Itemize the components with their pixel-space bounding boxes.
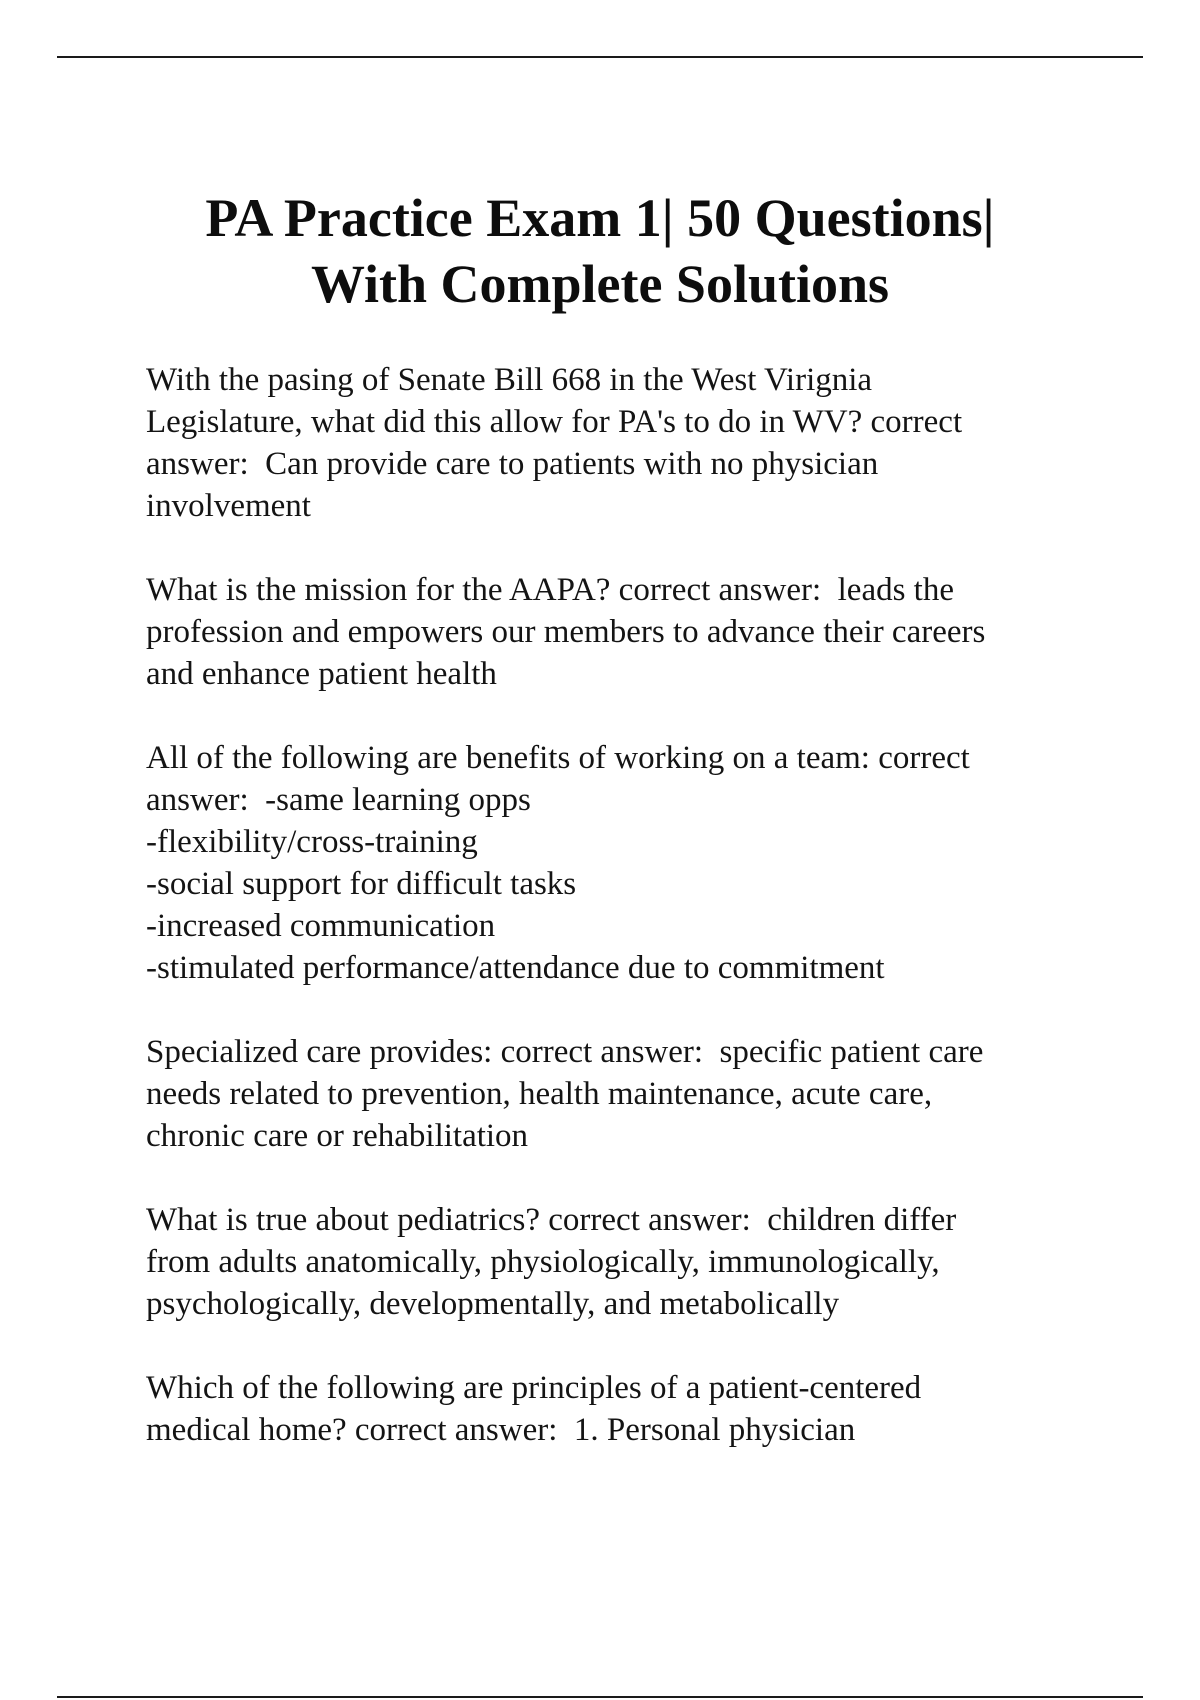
- qa-line: What is the mission for the AAPA? correct answer: leads the: [146, 572, 955, 608]
- qa-line: Specialized care provides: correct answer: specific patient care: [146, 1034, 984, 1070]
- qa-line: and enhance patient health: [146, 656, 497, 692]
- title-line-2: With Complete Solutions: [310, 254, 890, 314]
- qa-entry: [146, 737, 1086, 989]
- qa-line: needs related to prevention, health maintenance, acute care,: [146, 1076, 933, 1112]
- qa-line: -flexibility/cross-training: [146, 824, 478, 860]
- qa-line: answer: Can provide care to patients with no physician: [146, 446, 879, 482]
- document-body: [146, 359, 1086, 1493]
- qa-line: With the pasing of Senate Bill 668 in the West Virignia: [146, 362, 873, 398]
- title-line-1: PA Practice Exam 1| 50 Questions|: [205, 188, 995, 248]
- qa-line: -stimulated performance/attendance due to commitment: [146, 950, 885, 986]
- qa-line: -increased communication: [146, 908, 496, 944]
- qa-entry: [146, 1367, 1086, 1451]
- qa-line: profession and empowers our members to advance their careers: [146, 614, 986, 650]
- qa-line: What is true about pediatrics? correct answer: children differ: [146, 1202, 957, 1238]
- qa-line: Which of the following are principles of a patient-centered: [146, 1370, 922, 1406]
- qa-entry: [146, 1199, 1086, 1325]
- qa-line: -social support for difficult tasks: [146, 866, 577, 902]
- qa-entry: [146, 1031, 1086, 1157]
- qa-line: Legislature, what did this allow for PA's to do in WV? correct: [146, 404, 963, 440]
- qa-line: All of the following are benefits of working on a team: correct: [146, 740, 970, 776]
- qa-entry: [146, 569, 1086, 695]
- qa-line: answer: -same learning opps: [146, 782, 531, 818]
- qa-entry: [146, 359, 1086, 527]
- document-title: [100, 185, 1100, 317]
- qa-line: psychologically, developmentally, and metabolically: [146, 1286, 840, 1322]
- qa-line: medical home? correct answer: 1. Personal physician: [146, 1412, 856, 1448]
- bottom-divider: [57, 1696, 1143, 1698]
- qa-line: chronic care or rehabilitation: [146, 1118, 529, 1154]
- qa-line: involvement: [146, 488, 311, 524]
- qa-line: from adults anatomically, physiologically, immunologically,: [146, 1244, 940, 1280]
- top-divider: [57, 56, 1143, 58]
